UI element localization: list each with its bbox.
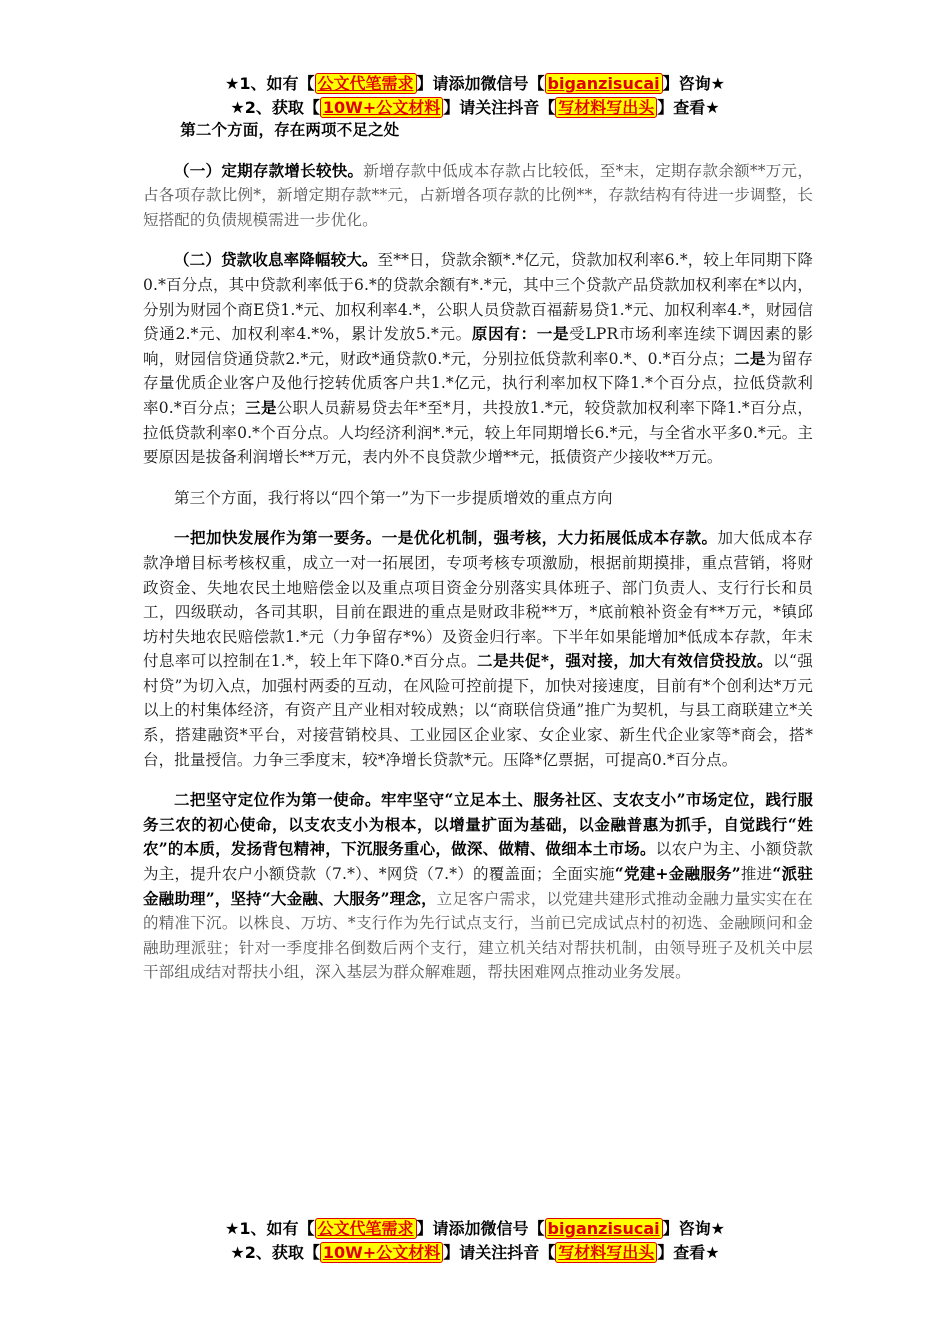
banner-text: ★2、获取【: [230, 98, 320, 117]
item-bold-text: “党建+金融服务”: [614, 864, 741, 884]
subitem1-title: 一是优化机制，强考核，大力拓展低成本存款。: [381, 528, 718, 548]
item-title: （一）定期存款增长较快。: [174, 160, 364, 180]
reason1-label: 一是: [536, 324, 570, 344]
banner-highlight: 公文代笔需求: [315, 1218, 417, 1239]
reason-label: 原因有：: [471, 324, 537, 344]
subitem2-title: 二是共促*，强对接，加大有效信贷投放。: [477, 651, 773, 671]
banner-text: ★1、如有【: [225, 74, 315, 93]
section3-heading: 第三个方面，我行将以“四个第一”为下一步提质增效的重点方向: [174, 488, 613, 507]
item-title: 一把加快发展作为第一要务。: [174, 528, 382, 548]
section3-item2: [143, 788, 813, 985]
subitem2-text: 以“强村贷”为切入点，加强村两委的互动，在风险可控前提下，加快对接速度，目前有*个创利达*万元以上的村集体经济，有资产且产业相对较成熟；以“商联信贷通”推广为契机，与县工商联建立*关系，搭建融资*平台，对接营销校具、工业园区企业家、女企业家、新生代企业家等*商会，搭*台，批量授信。力争三季度末，较*净增长贷款*元。压降*亿票据，可提高0.*百分点。: [143, 652, 813, 769]
section2-heading: 第二个方面，存在两项不足之处: [180, 120, 400, 139]
reason2-text: 为留存存量优质企业客户及他行挖转优质客户共1.*亿元，执行利率加权下降1.*个百分点，拉低贷款利率0.*百分点；: [143, 349, 813, 417]
bottom-banner-line2: [0, 1240, 950, 1263]
banner-text: 】请关注抖音【: [443, 1243, 556, 1262]
reason3-label: 三是: [245, 397, 277, 417]
document-body: [143, 118, 813, 985]
item-bold-text: “派驻金融助理”，坚持“大金融、大服务”理念，: [143, 864, 813, 908]
item-bold-text: 牢牢坚守“立足本土、服务社区、支农支小”市场定位，践行服务三农的初心使命，以支农支小为根本，以增量扩面为基础，以金融普惠为抓手，自觉践行“姓农”的本质，发扬背包精神，下沉服务重心，做深、做精、做细本土市场。: [143, 790, 813, 859]
reason1-text: 受LPR市场利率连续下调因素的影响，财园信贷通贷款2.*元，财政*通贷款0.*元，分别拉低贷款利率0.*、0.*百分点；: [143, 325, 813, 368]
item-title: 二把坚守定位作为第一使命。: [174, 790, 381, 810]
reason3-text: 公职人员薪易贷去年*至*月，共投放1.*元，较贷款加权利率下降1.*百分点，拉低贷款利率0.*个百分点。人均经济利润*.*元，较上年同期增长6.*元，与全省水平多0.*元。主要原因是拔备利润增长**万元，表内外不良贷款少增**元，抵债资产少接收**万元。: [143, 398, 813, 467]
item-text: 新增存款中低成本存款占比较低，至*末，定期存款余额**万元，占各项存款比例*，新增定期存款**元，占新增各项存款的比例**，存款结构有待进一步调整，长短搭配的负债规模需进一步优化。: [143, 161, 813, 229]
banner-highlight: 写材料写出头: [555, 97, 657, 118]
section3-item1: [143, 526, 813, 772]
banner-text: ★2、获取【: [230, 1243, 320, 1262]
item-title: （二）贷款收息率降幅较大。: [174, 250, 378, 270]
banner-text: 】咨询★: [662, 1219, 725, 1238]
banner-text: 】请关注抖音【: [443, 98, 556, 117]
banner-text: 】请添加微信号【: [416, 1219, 545, 1238]
section2-item1: [143, 159, 813, 233]
item-text: 推进: [740, 865, 773, 884]
banner-text: 】咨询★: [662, 74, 725, 93]
banner-highlight: 写材料写出头: [555, 1242, 657, 1263]
banner-text: 】查看★: [657, 98, 720, 117]
banner-highlight: biganzisucai: [545, 1218, 663, 1239]
banner-text: ★1、如有【: [225, 1219, 315, 1238]
top-banner-line1: [0, 71, 950, 94]
banner-text: 】查看★: [657, 1243, 720, 1262]
item-text: 以农户为主、小额贷款为主，提升农户小额贷款（7.*）、*网贷（7.*）的覆盖面；全面实施: [143, 840, 813, 884]
banner-highlight: 10W+公文材料: [320, 97, 443, 118]
banner-text: 】请添加微信号【: [416, 74, 545, 93]
banner-highlight: biganzisucai: [545, 73, 663, 94]
reason2-label: 二是: [733, 348, 766, 368]
item-text: 至**日，贷款余额*.*亿元，贷款加权利率6.*，较上年同期下降0.*百分点，其中贷款利率低于6.*的贷款余额有*.*元，其中三个贷款产品贷款加权利率在*以内，分别为财园个商E贷1.*元、加权利率4.*，公职人员贷款百福薪易贷1.*元、加权利率4.*，财园信贷通2.*元、加权利率4.*%，累计发放5.*元。: [143, 251, 813, 344]
bottom-banner-line1: [0, 1216, 950, 1239]
item-grey-text: 立足客户需求，以党建共建形式推动金融力量实实在在的精准下沉。以株良、万坊、*支行作为先行试点支行，当前已完成试点村的初选、金融顾问和金融助理派驻；针对一季度排名倒数后两个支行，建立机关结对帮扶机制，由领导班子及机关中层干部组成结对帮扶小组，深入基层为群众解难题，帮扶困难网点推动业务发展。: [143, 889, 813, 982]
subitem1-text: 加大低成本存款净增目标考核权重，成立一对一拓展团，专项考核专项激励，根据前期摸排，重点营销，将财政资金、失地农民土地赔偿金以及重点项目资金分别落实具体班子、部门负责人、支行行长和员工，四级联动，各司其职，目前在跟进的重点是财政非税**万，*底前粮补资金有**万元，*镇邱坊村失地农民赔偿款1.*元（力争留存*%）及资金归行率。下半年如果能增加*低成本存款，年末付息率可以控制在1.*，较上年下降0.*百分点。: [143, 529, 814, 671]
top-banner-line2: [0, 95, 950, 118]
section2-item2: [143, 248, 813, 469]
banner-highlight: 公文代笔需求: [315, 73, 417, 94]
banner-highlight: 10W+公文材料: [320, 1242, 443, 1263]
